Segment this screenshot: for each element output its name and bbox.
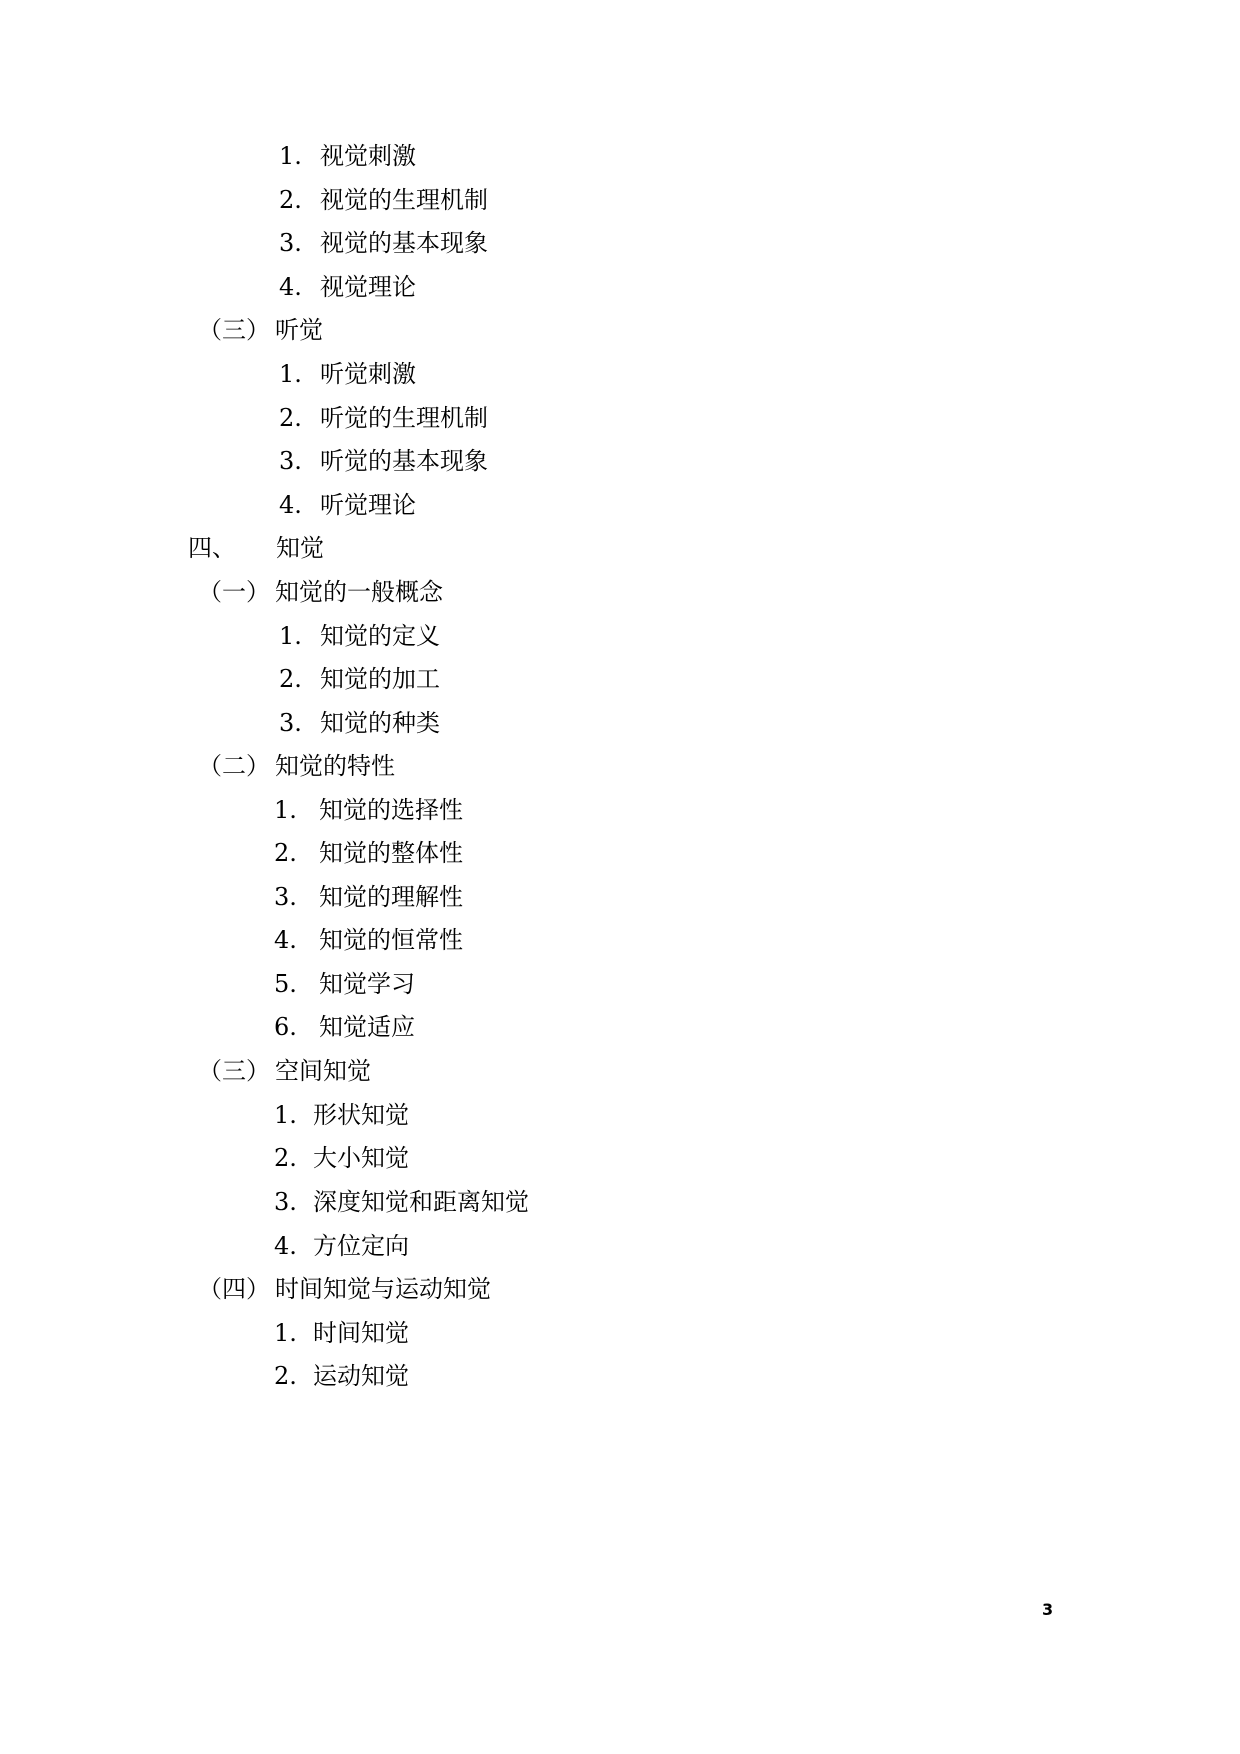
outline-item-number: （一） xyxy=(198,578,270,606)
outline-item-text: 方位定向 xyxy=(313,1232,409,1260)
outline-item-number: 4. xyxy=(279,491,302,519)
outline-item-number: 3. xyxy=(274,883,297,911)
outline-item-text: 知觉 xyxy=(276,534,324,562)
outline-item-number: 6. xyxy=(274,1013,297,1041)
outline-item-number: 四、 xyxy=(188,534,236,562)
outline-item-number: 2. xyxy=(279,404,302,432)
page-number: 3 xyxy=(1042,1600,1054,1619)
outline-item-text: 听觉理论 xyxy=(320,491,416,519)
outline-item-text: 知觉的整体性 xyxy=(319,839,463,867)
outline-item-number: 1. xyxy=(274,1101,297,1129)
outline-item-text: 知觉的选择性 xyxy=(319,796,463,824)
outline-item-text: 知觉的种类 xyxy=(320,709,440,737)
outline-item-text: 听觉的生理机制 xyxy=(320,404,488,432)
outline-item-text: 听觉刺激 xyxy=(320,360,416,388)
outline-item-text: 知觉的理解性 xyxy=(319,883,463,911)
outline-item-text: 形状知觉 xyxy=(313,1101,409,1129)
outline-item-number: 3. xyxy=(279,709,302,737)
outline-item-text: 时间知觉与运动知觉 xyxy=(275,1275,491,1303)
outline-item-number: 5. xyxy=(274,970,297,998)
outline-item-text: 知觉的定义 xyxy=(320,622,440,650)
outline-item-number: 3. xyxy=(274,1188,297,1216)
outline-item-text: 空间知觉 xyxy=(275,1057,371,1085)
outline-item-text: 视觉的生理机制 xyxy=(320,186,488,214)
outline-item-number: 4. xyxy=(274,1232,297,1260)
outline-item-text: 大小知觉 xyxy=(313,1144,409,1172)
outline-item-text: 听觉 xyxy=(275,316,323,344)
outline-item-text: 运动知觉 xyxy=(313,1362,409,1390)
outline-item-number: 3. xyxy=(279,447,302,475)
outline-item-text: 视觉的基本现象 xyxy=(320,229,488,257)
outline-item-number: 2. xyxy=(274,839,297,867)
outline-item-text: 知觉的特性 xyxy=(275,752,395,780)
outline-item-number: 1. xyxy=(279,360,302,388)
outline-item-text: 知觉的恒常性 xyxy=(319,926,463,954)
outline-item-number: 2. xyxy=(274,1144,297,1172)
outline-item-number: 1. xyxy=(279,142,302,170)
outline-item-text: 深度知觉和距离知觉 xyxy=(313,1188,529,1216)
outline-item-number: 1. xyxy=(279,622,302,650)
outline-item-number: （二） xyxy=(198,752,270,780)
outline-item-number: （三） xyxy=(198,316,270,344)
outline-item-number: 1. xyxy=(274,1319,297,1347)
outline-item-number: 2. xyxy=(274,1362,297,1390)
outline-item-number: （四） xyxy=(198,1275,270,1303)
outline-item-number: 3. xyxy=(279,229,302,257)
outline-item-text: 视觉刺激 xyxy=(320,142,416,170)
outline-item-text: 知觉的一般概念 xyxy=(275,578,443,606)
outline-item-number: （三） xyxy=(198,1057,270,1085)
outline-item-text: 知觉适应 xyxy=(319,1013,415,1041)
outline-item-number: 1. xyxy=(274,796,297,824)
outline-item-text: 视觉理论 xyxy=(320,273,416,301)
outline-item-text: 听觉的基本现象 xyxy=(320,447,488,475)
outline-item-text: 知觉学习 xyxy=(319,970,415,998)
outline-item-number: 4. xyxy=(274,926,297,954)
outline-item-number: 4. xyxy=(279,273,302,301)
outline-item-text: 知觉的加工 xyxy=(320,665,440,693)
outline-item-text: 时间知觉 xyxy=(313,1319,409,1347)
outline-item-number: 2. xyxy=(279,665,302,693)
outline-item-number: 2. xyxy=(279,186,302,214)
